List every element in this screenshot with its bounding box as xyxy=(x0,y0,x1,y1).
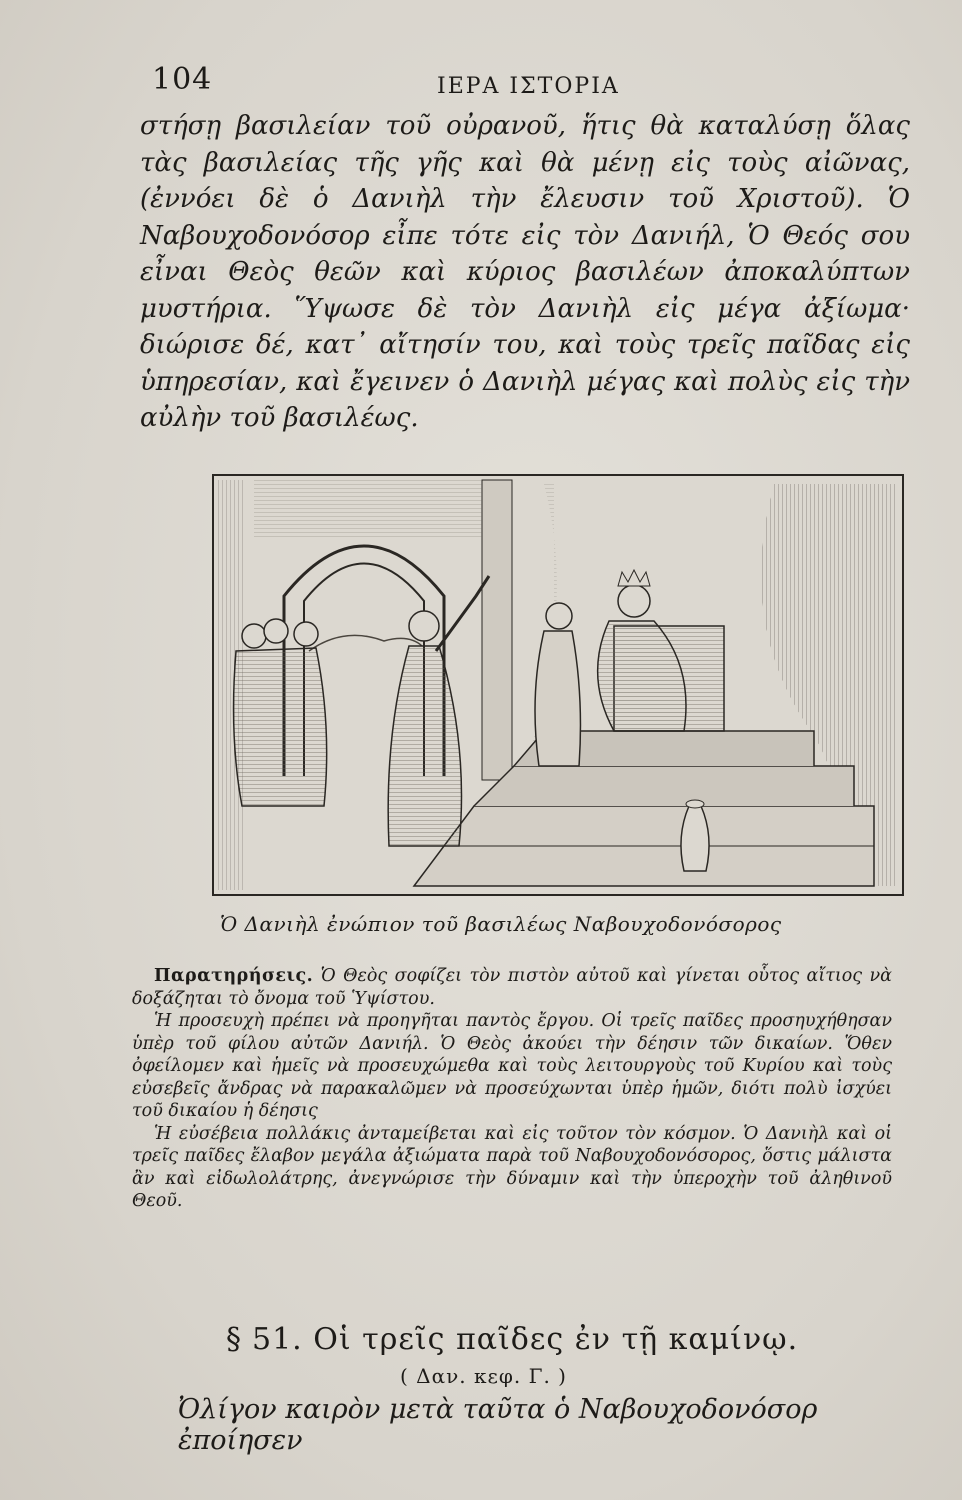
running-title: ΙΕΡΑ ΙΣΤΟΡΙΑ xyxy=(437,74,620,99)
observations-paragraph-1 xyxy=(132,965,892,1010)
section-heading xyxy=(226,1322,846,1357)
observation-1-text: Ὁ Θεὸς σοφίζει τὸν πιστὸν αὐτοῦ καὶ γίνεται οὗτος αἴτιος νὰ δοξάζηται τὸ ὄνομα τοῦ Ὑψίστου. xyxy=(132,966,892,1009)
observations-block xyxy=(132,965,892,1213)
page-number: 104 xyxy=(152,62,213,97)
section-reference: ( Δαν. κεφ. Γ. ) xyxy=(400,1364,567,1388)
section-title-text: 51. Οἱ τρεῖς παῖδες ἐν τῇ καμίνῳ. xyxy=(252,1322,799,1357)
section-symbol: § xyxy=(226,1322,242,1357)
main-paragraph: στήσῃ βασιλείαν τοῦ οὐρανοῦ, ἥτις θὰ καταλύσῃ ὅλας τὰς βασιλείας τῆς γῆς καὶ θὰ μένῃ εἰς τοὺς αἰῶνας, (ἐννόει δὲ ὁ Δανιὴλ τὴν ἔλευσιν τοῦ Χριστοῦ). Ὁ Ναβουχοδονόσορ εἶπε τότε εἰς τὸν Δανιήλ, Ὁ Θεός σου εἶναι Θεὸς θεῶν καὶ κύριος βασιλέων ἀποκαλύπτων μυστήρια. Ὕψωσε δὲ τὸν Δανιὴλ εἰς μέγα ἀξίωμα· διώρισε δέ, κατ᾽ αἴτησίν του, καὶ τοὺς τρεῖς παῖδας εἰς ὑπηρεσίαν, καὶ ἔγεινεν ὁ Δανιὴλ μέγας καὶ πολὺς εἰς τὴν αὐλὴν τοῦ βασιλέως. xyxy=(140,111,910,433)
section-first-line: Ὀλίγον καιρὸν μετὰ ταῦτα ὁ Ναβουχοδονόσορ ἐποίησεν xyxy=(178,1394,818,1456)
observations-lead: Παρατηρήσεις. xyxy=(154,966,314,986)
illustration-caption: Ὁ Δανιὴλ ἐνώπιον τοῦ βασιλέως Ναβουχοδονόσορος xyxy=(220,912,782,936)
page-header xyxy=(152,62,912,106)
engraving-illustration xyxy=(212,474,904,896)
observations-paragraph-3: Ἡ εὐσέβεια πολλάκις ἀνταμείβεται καὶ εἰς τοῦτον τὸν κόσμον. Ὁ Δανιὴλ καὶ οἱ τρεῖς παῖδες ἔλαβον μεγάλα ἀξιώματα παρὰ τοῦ Ναβουχοδονόσορος, ὅστις μάλιστα ἂν καὶ εἰδωλολάτρης, ἀνεγνώρισε τὴν δύναμιν καὶ τὴν ὑπεροχὴν τοῦ ἀληθινοῦ Θεοῦ. xyxy=(132,1123,892,1211)
observations-paragraph-2: Ἡ προσευχὴ πρέπει νὰ προηγῆται παντὸς ἔργου. Οἱ τρεῖς παῖδες προσηυχήθησαν ὑπὲρ τοῦ φίλου αὐτῶν Δανιήλ. Ὁ Θεὸς ἀκούει τὴν δέησιν τῶν δικαίων. Ὅθεν ὀφείλομεν καὶ ἡμεῖς νὰ προσευχώμεθα καὶ τοὺς λειτουργοὺς τοῦ Κυρίου καὶ τοὺς εὐσεβεῖς ἄνδρας νὰ παρακαλῶμεν νὰ προσεύχωνται ὑπὲρ ἡμῶν, διότι πολὺ ἰσχύει τοῦ δικαίου ἡ δέησις xyxy=(132,1011,892,1121)
